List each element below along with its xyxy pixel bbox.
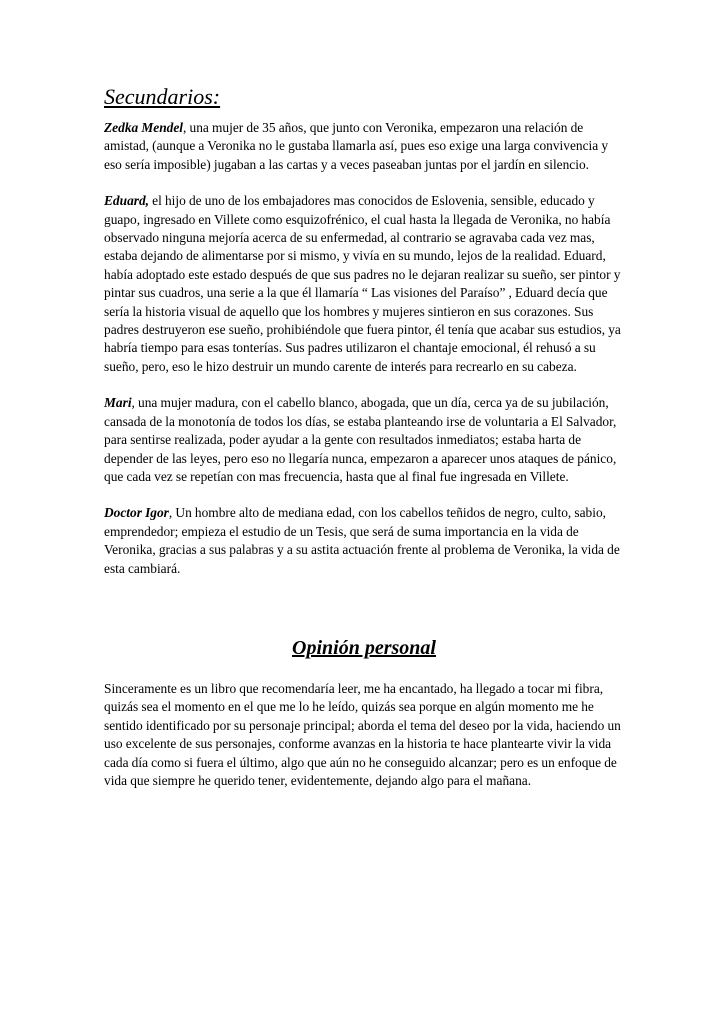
document-page (104, 84, 624, 808)
character-paragraph-zedka (104, 119, 624, 174)
opinion-paragraph: Sinceramente es un libro que recomendaría leer, me ha encantado, ha llegado a tocar mi fibra, quizás sea el momento en el que me lo he leído, quizás sea porque en algún momento me he sentido identificado por su personaje principal; aborda el tema del deseo por la vida, haciendo un uso excelente de sus personajes, conforme avanzas en la historia te hace plantearte vivir la vida cada día como si fuera el último, algo que aún no he conseguido alcanzar; pero es un enfoque de vida que siempre he querido tener, evidentemente, dejando algo para el mañana. (104, 680, 621, 788)
character-paragraph-igor (104, 504, 624, 578)
character-description: , una mujer madura, con el cabello blanco, abogada, que un día, cerca ya de su jubilación, cansada de la monotonía de todos los días, se estaba planteando irse de voluntaria a El Salvador, para sentirse realizada, poder ayudar a la gente con resultados inmediatos; estaba harta de depender de las leyes, pero eso no llegaría nunca, empezaron a aparecer unos ataques de pánico, que cada vez se repetían con mas frecuencia, hasta que al final fue ingresada en Villete. (104, 395, 617, 484)
secundarios-heading: Secundarios: (104, 84, 221, 109)
character-paragraph-eduard (104, 192, 624, 376)
character-name: Doctor Igor (104, 505, 169, 521)
character-description: , una mujer de 35 años, que junto con Veronika, empezaron una relación de amistad, (aunque a Veronika no le gustaba llamarla así, pues eso exige una larga convivencia y eso sería imposible) jugaban a las cartas y a veces paseaban juntas por el jardín en silencio. (104, 120, 609, 172)
opinion-heading: Opinión personal (292, 636, 436, 659)
character-description: , Un hombre alto de mediana edad, con los cabellos teñidos de negro, culto, sabio, emprendedor; empieza el estudio de un Tesis, que será de suma importancia en la vida de Veronika, gracias a sus palabras y a su astita actuación frente al problema de Veronika, la vida de esta cambiará. (104, 505, 620, 576)
character-name: Eduard, (104, 193, 150, 209)
character-paragraph-mari (104, 394, 624, 486)
character-description: el hijo de uno de los embajadores mas conocidos de Eslovenia, sensible, educado y guapo, ingresado en Villete como esquizofrénico, el cual hasta la llegada de Veronika, no había observado ninguna mejoría acerca de su enfermedad, al contrario se agravaba cada vez mas, estaba dejando de alimentarse por si mismo, y vivía en su mundo, lejos de la realidad. Eduard, había adoptado este estado después de que sus padres no le dejaran realizar su sueño, ser pintor y pintar sus cuadros, una serie a la que él llamaría “ Las visiones del Paraíso” , Eduard decía que sería la historia visual de aquello que los hombres y mujeres sintieron en sus corazones. Sus padres destruyeron ese sueño, prohibiéndole que fuera pintor, él tenía que acabar sus estudios, ya habría tiempo para esas tonterías. Sus padres utilizaron el chantaje emocional, él rehusó a su sueño, pero, eso le hizo destruir un mundo carente de interés para recrearlo en su cabeza. (104, 193, 621, 374)
character-name: Mari (104, 395, 132, 411)
character-name: Zedka Mendel (104, 120, 184, 135)
